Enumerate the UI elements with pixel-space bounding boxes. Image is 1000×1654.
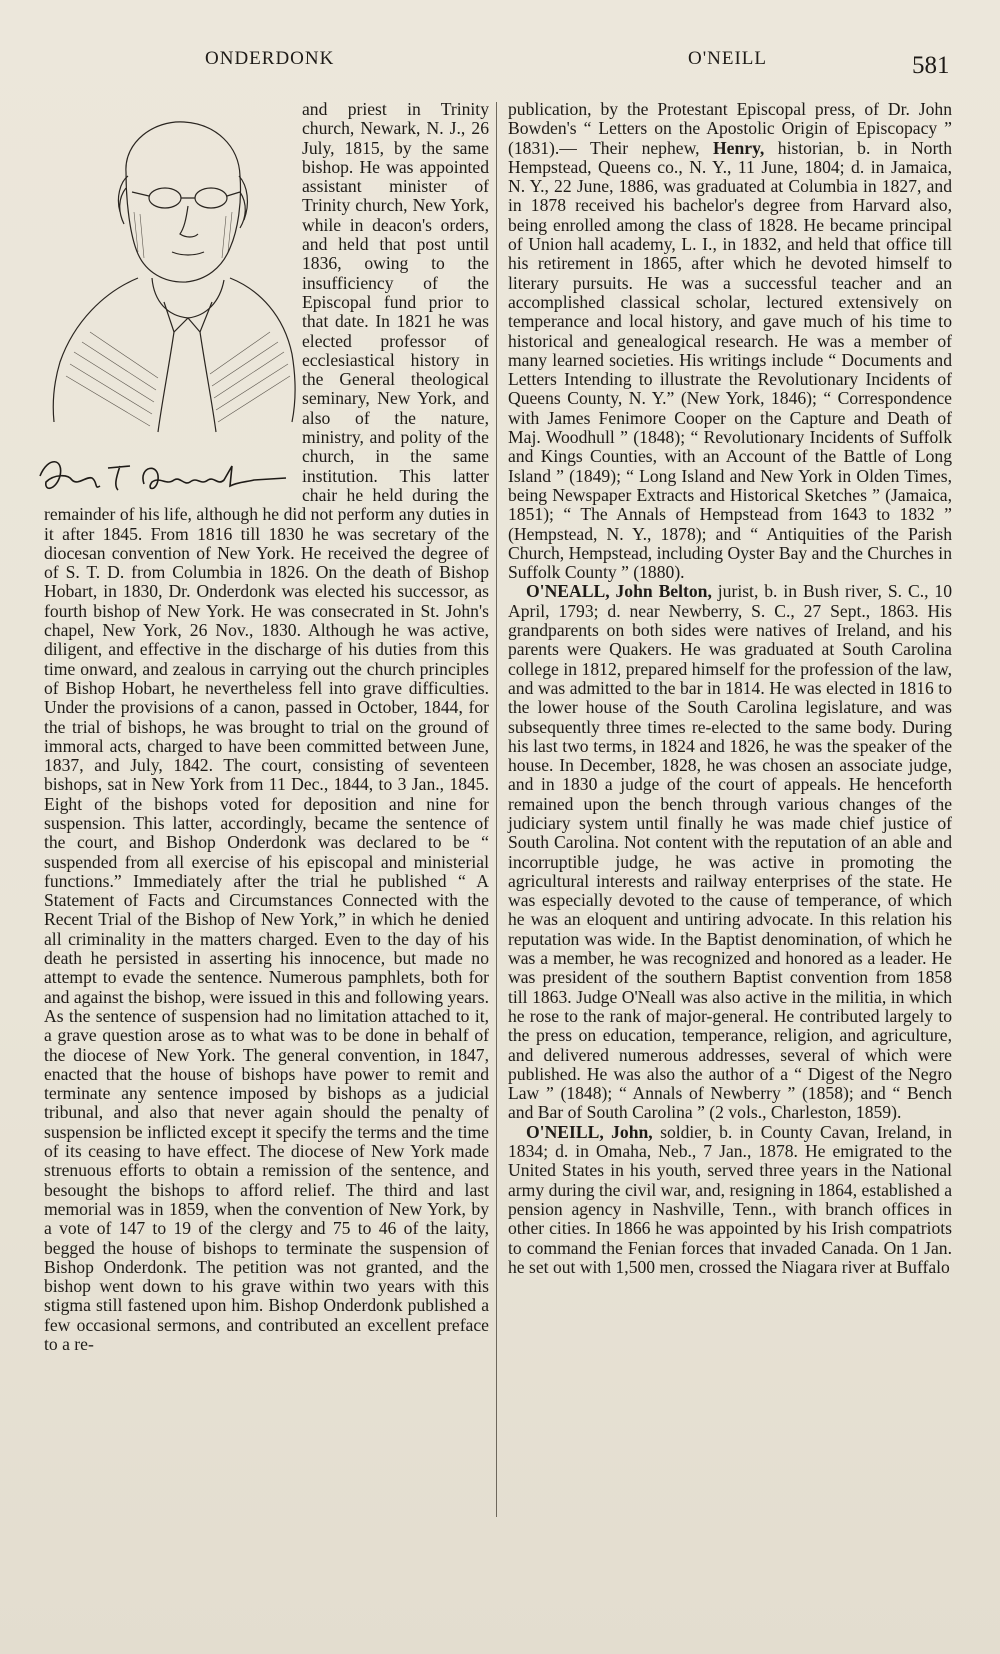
oneall-text: jurist, b. in Bush river, S. C., 10 April, 1793; d. near Newberry, S. C., 27 Sept., 1863. His grandparents on both sides were natives of Ireland, and his parents were Quakers. He was graduated at South Carolina college in 1812, prepared himself for the profession of the law, and was admitted to the bar in 1814. He was elected in 1816 to the lower house of the South Carolina legislature, and was subsequently three times re-elected to the same body. During his last two terms, in 1824 and 1826, he was the speaker of the house. In December, 1828, he was chosen an associate judge, and in 1830 a judge of the court of appeals. He henceforth remained upon the bench through various changes of the judiciary system until finally he was made chief justice of South Carolina. Not content with the reputation of an able and incorruptible judge, he was active in promoting the agricultural interests and railway enterprises of the state. He was especially devoted to the cause of temperance, of which he was an eloquent and untiring advocate. In this relation his reputation was wide. In the Baptist denomination, of which he was a member, he was recognized and honored as a leader. He was president of the southern Baptist convention from 1858 till 1863. Judge O'Neall was also active in the militia, in which he rose to the rank of major-general. He contributed largely to the press on education, temperance, religion, and agriculture, and delivered numerous addresses, several of which were published. He was also the author of a “ Digest of the Negro Law ” (1848); “ Annals of Newberry ” (1858); and “ Bench and Bar of South Carolina ” (2 vols., Charleston, 1859). (508, 581, 953, 1123)
right-column (508, 100, 952, 1277)
headword-oneill: O'NEILL, John, (526, 1121, 653, 1142)
headword-oneall: O'NEALL, John Belton, (526, 581, 712, 602)
portrait-engraving (34, 102, 296, 442)
running-head (0, 48, 1000, 82)
page-number: 581 (912, 52, 950, 79)
oneall-entry (508, 582, 952, 1122)
henry-entry (508, 100, 952, 582)
portrait-figure (34, 102, 296, 502)
oneill-text: soldier, b. in County Cavan, Ireland, in 1834; d. in Omaha, Neb., 7 Jan., 1878. He emigrated to the United States in his youth, served three years in the National army during the civil war, and, resigning in 1864, established a pension agency in Nashville, Tenn., with branch offices in other cities. In 1866 he was appointed by his Irish compatriots to command the Fenian forces that invaded Canada. On 1 Jan. he set out with 1,500 men, crossed the Niagara river at Buffalo (508, 1121, 952, 1277)
running-head-right: O'NEILL (688, 48, 768, 69)
headword-henry: Henry, (713, 137, 765, 158)
signature-image (34, 446, 296, 502)
oneill-entry (508, 1123, 952, 1277)
left-column (44, 100, 489, 1354)
onderdonk-entry-text: and priest in Trinity church, Newark, N. J., 26 July, 1815, by the same bishop. He was appointed assistant minister of Trinity church, New York, while in deacon's orders, and held that post until 1836, owing to the insufficiency of the Episcopal fund prior to that date. In 1821 he was elected professor of ecclesiastical history in the General theological seminary, New York, and also of the nature, ministry, and polity of the church, in the same institution. This latter chair he held during the remainder of his life, although he did not perform any duties in it after 1845. From 1816 till 1830 he was secretary of the diocesan convention of New York. He received the degree of of S. T. D. from Columbia in 1826. On the death of Bishop Hobart, in 1830, Dr. Onderdonk was elected his successor, as fourth bishop of New York. He was consecrated in St. John's chapel, New York, 26 Nov., 1830. Although he was active, diligent, and effective in the discharge of his duties from this time onward, and zealous in carrying out the church principles of Bishop Hobart, he nevertheless fell into grave difficulties. Under the provisions of a canon, passed in October, 1844, for the trial of bishops, he was brought to trial on the ground of immoral acts, charged to have been committed between June, 1837, and July, 1842. The court, consisting of seventeen bishops, sat in New York from 11 Dec., 1844, to 3 Jan., 1845. Eight of the bishops voted for deposition and nine for suspension. This latter, accordingly, became the sentence of the court, and Bishop Onderdonk was declared to be “ suspended from all exercise of his episcopal and ministerial functions.” Immediately after the trial he published “ A Statement of Facts and Circumstances Connected with the Recent Trial of the Bishop of New York,” in which he denied all criminality in the matters charged. Even to the day of his death he persisted in asserting his innocence, but made no attempt to evade the sentence. Numerous pamphlets, both for and against the bishop, were issued in this and following years. As the sentence of suspension had no limitation attached to it, a grave question arose as to what was to be done in behalf of the diocese of New York. The general convention, in 1847, enacted that the house of bishops have power to remit and terminate any sentence imposed by bishops as a judicial tribunal, and also that never again should the penalty of suspension be inflicted except it specify the terms and the time of its ceasing to have effect. The diocese of New York made strenuous efforts to obtain a remission of the sentence, and besought the bishops to afford relief. The third and last memorial was in 1859, when the convention of New York, by a vote of 147 to 19 of the clergy and 75 to 46 of the laity, begged the house of bishops to terminate the suspension of Bishop Onderdonk. The petition was not granted, and the bishop went down to his grave within two years with this stigma still fastened upon him. Bishop Onderdonk published a few occasional sermons, and contributed an excellent preface to a re- (44, 99, 489, 1354)
henry-text: historian, b. in North Hempstead, Queens co., N. Y., 11 June, 1804; d. in Jamaica, N. Y., 22 June, 1886, was graduated at Columbia in 1827, and in 1878 received his bachelor's degree from Harvard also, being enrolled among the class of 1828. He became principal of Union hall academy, L. I., in 1832, and held that office till his retirement in 1865, after which he devoted himself to literary pursuits. He was a successful teacher and an accomplished classical scholar, lectured extensively on temperance and local history, and gave much of his time to historical and genealogical research. He was a member of many learned societies. His writings include “ Documents and Letters Intending to illustrate the Revolutionary Incidents of Queens County, N. Y.” (New York, 1846); “ Correspondence with James Fenimore Cooper on the Capture and Death of Maj. Woodhull ” (1848); “ Revolutionary Incidents of Suffolk and Kings Counties, with an Account of the Battle of Long Island ” (1849); “ Long Island and New York in Olden Times, being Newspaper Extracts and Historical Sketches ” (Jamaica, 1851); “ The Annals of Hempstead from 1643 to 1832 ” (Hempstead, N. Y., 1878); and “ Antiquities of the Parish Church, Hempstead, including Oyster Bay and the Churches in Suffolk County ” (1880). (508, 137, 952, 583)
running-head-left: ONDERDONK (205, 48, 335, 69)
intro-continuation: publication, by the Protestant Episcopal press, of Dr. John Bowden's “ Letters on the Apostolic Origin of Episcopacy ” (1831).— Their nephew, (508, 99, 952, 158)
column-rule (496, 102, 497, 1517)
